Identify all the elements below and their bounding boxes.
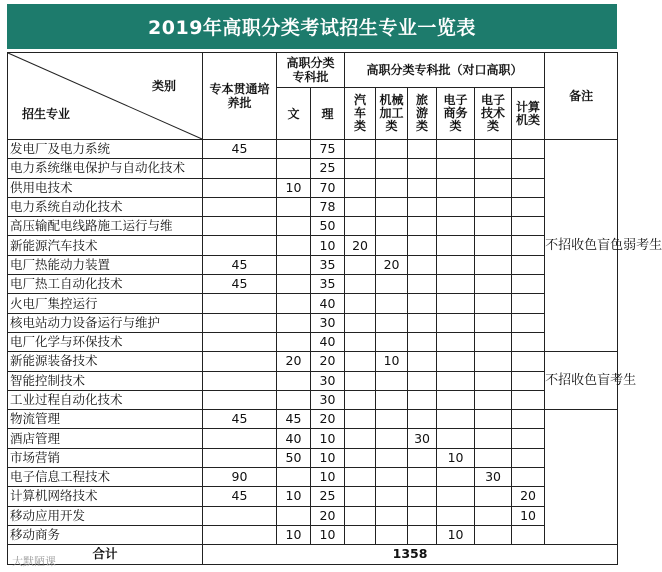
quota-cell-qiche xyxy=(345,410,376,429)
header-major-label: 招生专业 xyxy=(22,107,71,121)
major-name: 计算机网络技术 xyxy=(8,487,203,506)
quota-cell-shangwu xyxy=(437,217,475,236)
quota-cell-qiche xyxy=(345,140,376,159)
quota-cell-shangwu xyxy=(437,390,475,409)
header-category-label: 类别 xyxy=(151,79,176,93)
quota-cell-guantong: 45 xyxy=(203,255,277,274)
table-row xyxy=(8,371,618,390)
quota-cell-shangwu xyxy=(437,178,475,197)
quota-cell-dianzi xyxy=(475,332,512,351)
quota-cell-wen xyxy=(277,275,311,294)
quota-cell-jixie xyxy=(376,294,408,313)
quota-cell-li: 10 xyxy=(311,236,345,255)
quota-cell-dianzi xyxy=(475,275,512,294)
quota-cell-li: 10 xyxy=(311,525,345,544)
quota-cell-dianzi xyxy=(475,487,512,506)
table-row xyxy=(8,487,618,506)
quota-cell-lvyou: 30 xyxy=(408,429,437,448)
header-zhuanke-group: 高职分类专科批 xyxy=(277,53,345,88)
table-row xyxy=(8,429,618,448)
note-color-blind: 不招收色盲考生 xyxy=(545,352,618,410)
quota-cell-guantong xyxy=(203,525,277,544)
quota-cell-lvyou xyxy=(408,352,437,371)
major-name: 电厂热能动力装置 xyxy=(8,255,203,274)
quota-cell-wen xyxy=(277,294,311,313)
quota-cell-guantong xyxy=(203,352,277,371)
page-title: 2019年高职分类考试招生专业一览表 xyxy=(7,4,617,49)
quota-cell-wen xyxy=(277,217,311,236)
quota-cell-lvyou xyxy=(408,178,437,197)
header-li: 理 xyxy=(311,88,345,140)
quota-cell-li: 10 xyxy=(311,448,345,467)
quota-cell-guantong xyxy=(203,506,277,525)
quota-cell-jixie xyxy=(376,236,408,255)
quota-cell-jixie xyxy=(376,371,408,390)
header-dianzi: 电子技术类 xyxy=(475,88,512,140)
quota-cell-qiche xyxy=(345,294,376,313)
quota-cell-shangwu xyxy=(437,197,475,216)
quota-cell-qiche xyxy=(345,525,376,544)
quota-cell-jisuanji xyxy=(512,332,545,351)
quota-cell-shangwu xyxy=(437,332,475,351)
quota-cell-qiche xyxy=(345,468,376,487)
quota-cell-lvyou xyxy=(408,197,437,216)
header-guantong: 专本贯通培养批 xyxy=(203,53,277,140)
total-value: 1358 xyxy=(203,545,618,564)
table-row xyxy=(8,197,618,216)
quota-cell-guantong: 45 xyxy=(203,410,277,429)
quota-cell-jisuanji xyxy=(512,313,545,332)
quota-cell-li: 30 xyxy=(311,371,345,390)
header-shangwu: 电子商务类 xyxy=(437,88,475,140)
table-row xyxy=(8,275,618,294)
quota-cell-li: 30 xyxy=(311,390,345,409)
major-name: 新能源汽车技术 xyxy=(8,236,203,255)
quota-cell-shangwu xyxy=(437,255,475,274)
quota-cell-lvyou xyxy=(408,390,437,409)
quota-cell-jisuanji xyxy=(512,236,545,255)
total-row xyxy=(8,545,618,564)
quota-cell-guantong: 45 xyxy=(203,140,277,159)
quota-cell-lvyou xyxy=(408,217,437,236)
quota-cell-dianzi xyxy=(475,255,512,274)
quota-cell-jixie xyxy=(376,275,408,294)
quota-cell-wen xyxy=(277,468,311,487)
quota-cell-guantong xyxy=(203,371,277,390)
quota-cell-guantong xyxy=(203,294,277,313)
quota-cell-guantong xyxy=(203,313,277,332)
quota-cell-wen: 10 xyxy=(277,487,311,506)
table-body xyxy=(8,140,662,565)
quota-cell-lvyou xyxy=(408,410,437,429)
quota-cell-dianzi xyxy=(475,410,512,429)
quota-cell-jisuanji xyxy=(512,178,545,197)
quota-cell-dianzi xyxy=(475,448,512,467)
table-row xyxy=(8,468,618,487)
quota-cell-shangwu xyxy=(437,159,475,178)
table-row xyxy=(8,313,618,332)
quota-cell-li: 25 xyxy=(311,159,345,178)
quota-cell-jixie xyxy=(376,506,408,525)
quota-cell-shangwu xyxy=(437,313,475,332)
quota-cell-qiche xyxy=(345,255,376,274)
quota-cell-li: 35 xyxy=(311,255,345,274)
header-jixie: 机械加工类 xyxy=(376,88,408,140)
quota-cell-shangwu xyxy=(437,236,475,255)
major-name: 酒店管理 xyxy=(8,429,203,448)
major-name: 移动商务 xyxy=(8,525,203,544)
quota-cell-dianzi xyxy=(475,159,512,178)
quota-cell-dianzi xyxy=(475,506,512,525)
table-row xyxy=(8,236,618,255)
quota-cell-jisuanji xyxy=(512,140,545,159)
quota-cell-wen xyxy=(277,506,311,525)
quota-cell-lvyou xyxy=(408,140,437,159)
quota-cell-guantong: 45 xyxy=(203,487,277,506)
header-jisuanji: 计算机类 xyxy=(512,88,545,140)
quota-cell-wen: 10 xyxy=(277,178,311,197)
major-name: 移动应用开发 xyxy=(8,506,203,525)
quota-cell-jixie xyxy=(376,197,408,216)
quota-cell-jixie xyxy=(376,468,408,487)
quota-cell-wen: 20 xyxy=(277,352,311,371)
quota-cell-shangwu: 10 xyxy=(437,525,475,544)
quota-cell-jisuanji xyxy=(512,429,545,448)
quota-cell-qiche xyxy=(345,275,376,294)
major-name: 智能控制技术 xyxy=(8,371,203,390)
quota-cell-jixie xyxy=(376,217,408,236)
quota-cell-li: 35 xyxy=(311,275,345,294)
quota-cell-shangwu xyxy=(437,410,475,429)
header-duikou-group: 高职分类专科批（对口高职） xyxy=(345,53,545,88)
header-wen: 文 xyxy=(277,88,311,140)
quota-cell-guantong: 90 xyxy=(203,468,277,487)
quota-cell-qiche xyxy=(345,390,376,409)
quota-cell-li: 78 xyxy=(311,197,345,216)
quota-cell-qiche xyxy=(345,448,376,467)
quota-cell-qiche xyxy=(345,352,376,371)
header-qiche: 汽车类 xyxy=(345,88,376,140)
quota-cell-qiche xyxy=(345,313,376,332)
quota-cell-qiche xyxy=(345,371,376,390)
quota-cell-jisuanji xyxy=(512,217,545,236)
header-diagonal-cell xyxy=(8,53,203,140)
quota-cell-li: 25 xyxy=(311,487,345,506)
quota-cell-jisuanji xyxy=(512,371,545,390)
quota-cell-wen xyxy=(277,236,311,255)
watermark: 大默陋课 xyxy=(12,555,56,568)
table-row xyxy=(8,410,618,429)
quota-cell-guantong xyxy=(203,159,277,178)
table-row xyxy=(8,525,618,544)
quota-cell-shangwu xyxy=(437,487,475,506)
quota-cell-wen xyxy=(277,197,311,216)
quota-cell-jixie xyxy=(376,448,408,467)
quota-cell-shangwu xyxy=(437,371,475,390)
quota-cell-shangwu xyxy=(437,429,475,448)
enrollment-table xyxy=(7,52,662,565)
table-row xyxy=(8,352,618,371)
quota-cell-dianzi xyxy=(475,294,512,313)
quota-cell-jixie xyxy=(376,313,408,332)
quota-cell-wen xyxy=(277,313,311,332)
major-name: 电子信息工程技术 xyxy=(8,468,203,487)
quota-cell-qiche: 20 xyxy=(345,236,376,255)
quota-cell-guantong xyxy=(203,448,277,467)
quota-cell-jisuanji: 20 xyxy=(512,487,545,506)
note-empty xyxy=(545,410,618,545)
table-row xyxy=(8,448,618,467)
quota-cell-jixie xyxy=(376,390,408,409)
major-name: 物流管理 xyxy=(8,410,203,429)
header-note: 备注 xyxy=(545,53,618,140)
table-row xyxy=(8,332,618,351)
quota-cell-wen xyxy=(277,159,311,178)
table-row xyxy=(8,140,618,159)
quota-cell-lvyou xyxy=(408,275,437,294)
major-name: 发电厂及电力系统 xyxy=(8,140,203,159)
quota-cell-li: 50 xyxy=(311,217,345,236)
quota-cell-wen xyxy=(277,140,311,159)
quota-cell-jisuanji xyxy=(512,197,545,216)
quota-cell-wen xyxy=(277,371,311,390)
quota-cell-jixie xyxy=(376,429,408,448)
major-name: 市场营销 xyxy=(8,448,203,467)
quota-cell-dianzi xyxy=(475,390,512,409)
major-name: 电力系统自动化技术 xyxy=(8,197,203,216)
header-lvyou: 旅游类 xyxy=(408,88,437,140)
quota-cell-qiche xyxy=(345,332,376,351)
quota-cell-jisuanji xyxy=(512,390,545,409)
quota-cell-li: 40 xyxy=(311,332,345,351)
quota-cell-jixie xyxy=(376,159,408,178)
table-row xyxy=(8,159,618,178)
quota-cell-lvyou xyxy=(408,332,437,351)
quota-cell-dianzi xyxy=(475,236,512,255)
quota-cell-jisuanji: 10 xyxy=(512,506,545,525)
quota-cell-lvyou xyxy=(408,313,437,332)
quota-cell-guantong xyxy=(203,390,277,409)
quota-cell-li: 20 xyxy=(311,506,345,525)
quota-cell-guantong xyxy=(203,217,277,236)
quota-cell-li: 70 xyxy=(311,178,345,197)
quota-cell-shangwu xyxy=(437,294,475,313)
major-name: 高压输配电线路施工运行与维 xyxy=(8,217,203,236)
quota-cell-jisuanji xyxy=(512,410,545,429)
quota-cell-jixie xyxy=(376,410,408,429)
quota-cell-lvyou xyxy=(408,525,437,544)
quota-cell-jisuanji xyxy=(512,159,545,178)
quota-cell-lvyou xyxy=(408,371,437,390)
quota-cell-li: 20 xyxy=(311,352,345,371)
major-name: 供用电技术 xyxy=(8,178,203,197)
quota-cell-jisuanji xyxy=(512,448,545,467)
table-row xyxy=(8,506,618,525)
quota-cell-shangwu xyxy=(437,275,475,294)
table-row xyxy=(8,390,618,409)
quota-cell-jixie: 10 xyxy=(376,352,408,371)
major-name: 工业过程自动化技术 xyxy=(8,390,203,409)
quota-cell-lvyou xyxy=(408,255,437,274)
quota-cell-qiche xyxy=(345,178,376,197)
quota-cell-wen xyxy=(277,255,311,274)
quota-cell-li: 10 xyxy=(311,429,345,448)
quota-cell-lvyou xyxy=(408,448,437,467)
quota-cell-dianzi xyxy=(475,371,512,390)
quota-cell-wen: 45 xyxy=(277,410,311,429)
quota-cell-guantong: 45 xyxy=(203,275,277,294)
major-name: 电厂热工自动化技术 xyxy=(8,275,203,294)
quota-cell-shangwu xyxy=(437,506,475,525)
quota-cell-jisuanji xyxy=(512,468,545,487)
quota-cell-shangwu xyxy=(437,352,475,371)
quota-cell-jixie: 20 xyxy=(376,255,408,274)
quota-cell-li: 40 xyxy=(311,294,345,313)
quota-cell-jisuanji xyxy=(512,352,545,371)
quota-cell-guantong xyxy=(203,197,277,216)
quota-cell-shangwu xyxy=(437,468,475,487)
major-name: 核电站动力设备运行与维护 xyxy=(8,313,203,332)
quota-cell-lvyou xyxy=(408,236,437,255)
quota-cell-guantong xyxy=(203,178,277,197)
major-name: 电厂化学与环保技术 xyxy=(8,332,203,351)
quota-cell-dianzi xyxy=(475,197,512,216)
quota-cell-wen: 50 xyxy=(277,448,311,467)
quota-cell-jixie xyxy=(376,178,408,197)
quota-cell-dianzi xyxy=(475,352,512,371)
quota-cell-guantong xyxy=(203,236,277,255)
quota-cell-guantong xyxy=(203,429,277,448)
quota-cell-qiche xyxy=(345,197,376,216)
quota-cell-wen: 40 xyxy=(277,429,311,448)
quota-cell-lvyou xyxy=(408,294,437,313)
major-name: 电力系统继电保护与自动化技术 xyxy=(8,159,203,178)
quota-cell-li: 75 xyxy=(311,140,345,159)
quota-cell-li: 20 xyxy=(311,410,345,429)
table-row xyxy=(8,178,618,197)
quota-cell-jisuanji xyxy=(512,255,545,274)
table-row xyxy=(8,294,618,313)
quota-cell-dianzi xyxy=(475,217,512,236)
major-name: 火电厂集控运行 xyxy=(8,294,203,313)
quota-cell-jixie xyxy=(376,525,408,544)
quota-cell-qiche xyxy=(345,159,376,178)
quota-cell-shangwu: 10 xyxy=(437,448,475,467)
quota-cell-qiche xyxy=(345,217,376,236)
quota-cell-jisuanji xyxy=(512,275,545,294)
quota-cell-lvyou xyxy=(408,159,437,178)
quota-cell-li: 10 xyxy=(311,468,345,487)
quota-cell-jixie xyxy=(376,140,408,159)
major-name: 新能源装备技术 xyxy=(8,352,203,371)
table-row xyxy=(8,217,618,236)
quota-cell-qiche xyxy=(345,506,376,525)
quota-cell-guantong xyxy=(203,332,277,351)
quota-cell-jixie xyxy=(376,487,408,506)
quota-cell-wen: 10 xyxy=(277,525,311,544)
quota-cell-dianzi xyxy=(475,313,512,332)
quota-cell-shangwu xyxy=(437,140,475,159)
quota-cell-jisuanji xyxy=(512,525,545,544)
quota-cell-jixie xyxy=(376,332,408,351)
total-label: 合计 xyxy=(8,545,203,564)
quota-cell-li: 30 xyxy=(311,313,345,332)
quota-cell-dianzi xyxy=(475,178,512,197)
quota-cell-qiche xyxy=(345,487,376,506)
quota-cell-dianzi xyxy=(475,140,512,159)
note-color-blind-weak: 不招收色盲色弱考生 xyxy=(545,140,618,352)
quota-cell-jisuanji xyxy=(512,294,545,313)
quota-cell-dianzi: 30 xyxy=(475,468,512,487)
quota-cell-dianzi xyxy=(475,429,512,448)
quota-cell-lvyou xyxy=(408,506,437,525)
quota-cell-wen xyxy=(277,332,311,351)
quota-cell-lvyou xyxy=(408,487,437,506)
quota-cell-lvyou xyxy=(408,468,437,487)
quota-cell-wen xyxy=(277,390,311,409)
table-row xyxy=(8,255,618,274)
quota-cell-dianzi xyxy=(475,525,512,544)
quota-cell-qiche xyxy=(345,429,376,448)
